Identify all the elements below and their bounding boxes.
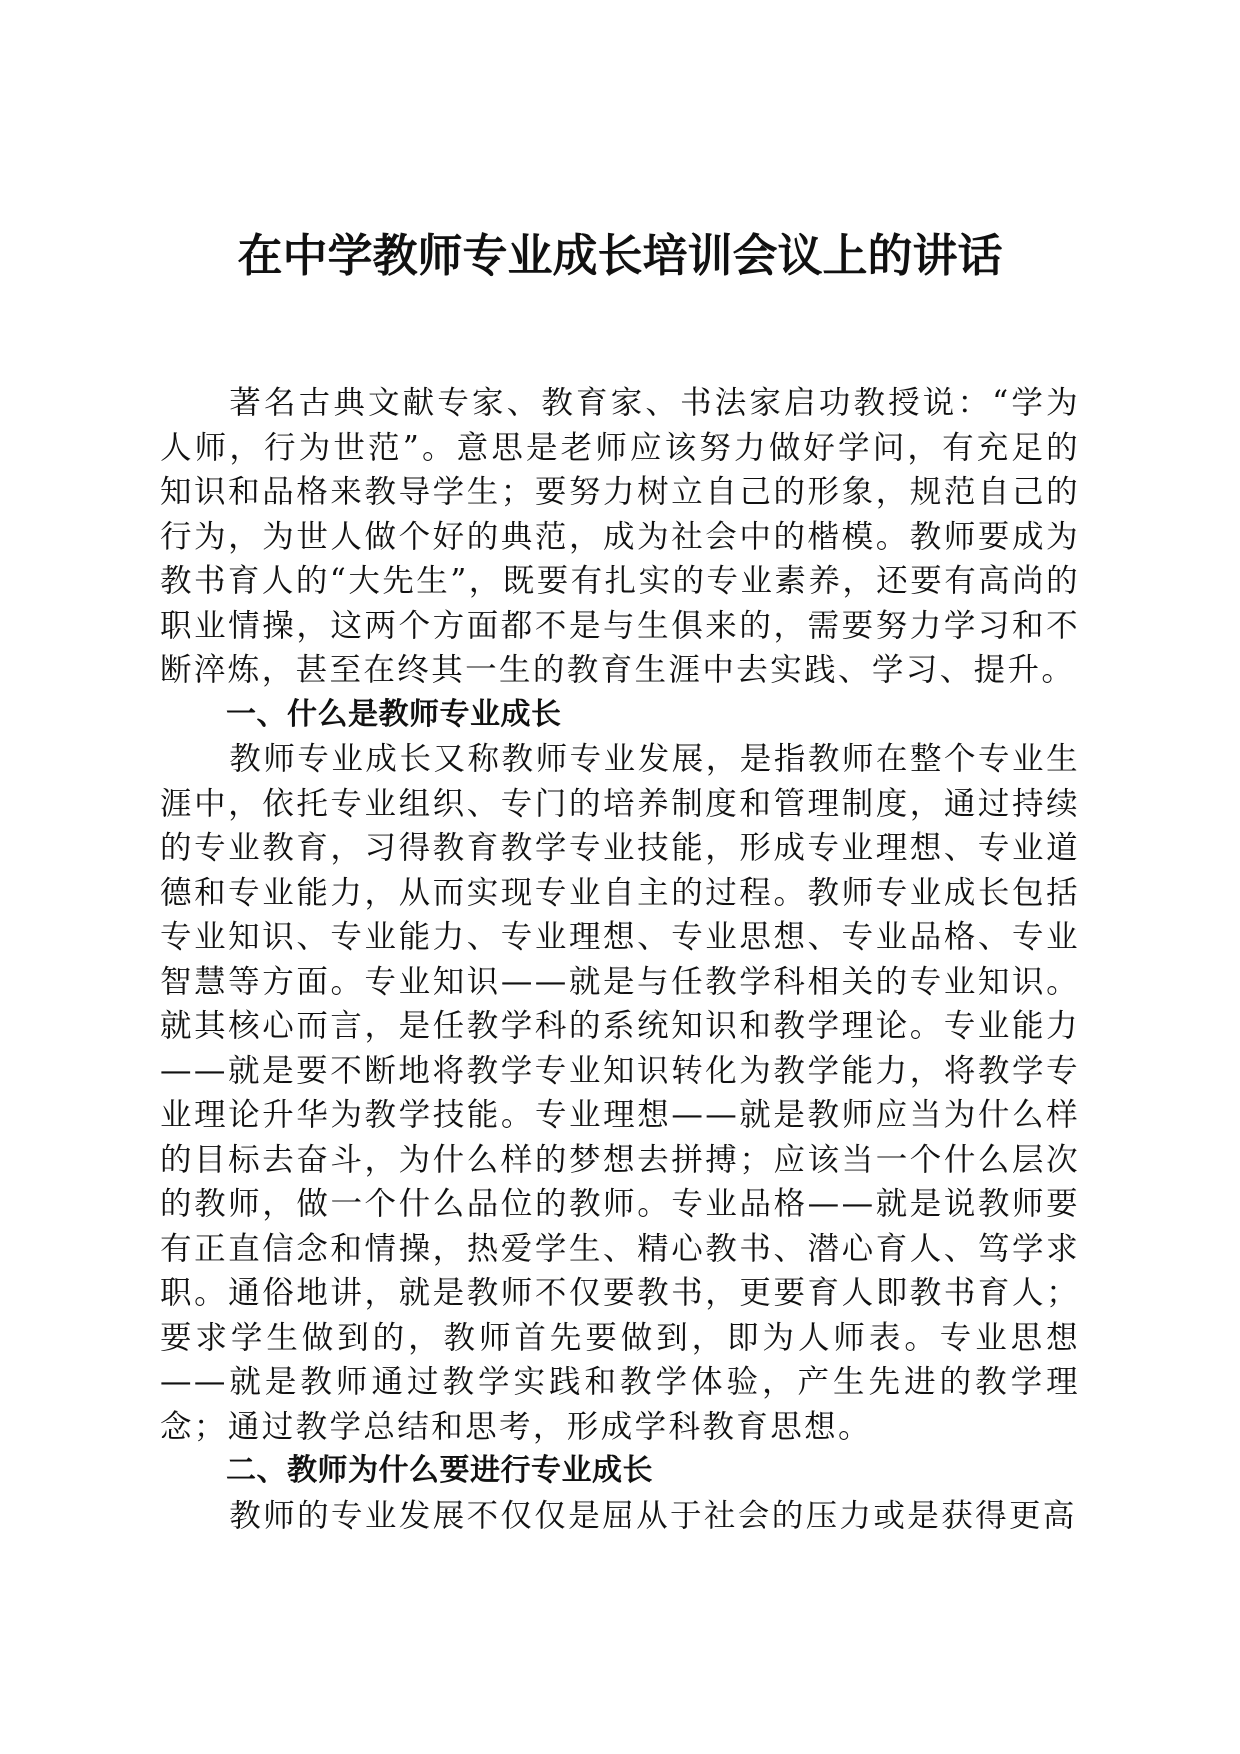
section-paragraph-2: 教师的专业发展不仅仅是屈从于社会的压力或是获得更高 — [229, 1497, 1077, 1534]
document-body — [160, 381, 1080, 1538]
section-heading-1: 一、什么是教师专业成长 — [226, 696, 562, 732]
intro-paragraph: 著名古典文献专家、教育家、书法家启功教授说：“学为人师，行为世范”。意思是老师应该努力做好学问，有充足的知识和品格来教导学生；要努力树立自己的形象，规范自己的行为，为世人做个好的典范，成为社会中的楷模。教师要成为教书育人的“大先生”，既要有扎实的专业素养，还要有高尚的职业情操，这两个方面都不是与生俱来的，需要努力学习和不断淬炼，甚至在终其一生的教育生涯中去实践、学习、提升。 — [160, 385, 1080, 688]
section-paragraph-1: 教师专业成长又称教师专业发展，是指教师在整个专业生涯中，依托专业组织、专门的培养制度和管理制度，通过持续的专业教育，习得教育教学专业技能，形成专业理想、专业道德和专业能力，从而实现专业自主的过程。教师专业成长包括专业知识、专业能力、专业理想、专业思想、专业品格、专业智慧等方面。专业知识——就是与任教学科相关的专业知识。就其核心而言，是任教学科的系统知识和教学理论。专业能力——就是要不断地将教学专业知识转化为教学能力，将教学专业理论升华为教学技能。专业理想——就是教师应当为什么样的目标去奋斗，为什么样的梦想去拼搏；应该当一个什么层次的教师，做一个什么品位的教师。专业品格——就是说教师要有正直信念和情操，热爱学生、精心教书、潜心育人、笃学求职。通俗地讲，就是教师不仅要教书，更要育人即教书育人；要求学生做到的，教师首先要做到，即为人师表。专业思想——就是教师通过教学实践和教学体验，产生先进的教学理念；通过教学总结和思考，形成学科教育思想。 — [160, 741, 1080, 1445]
section-heading-2: 二、教师为什么要进行专业成长 — [226, 1453, 653, 1488]
document-title: 在中学教师专业成长培训会议上的讲话 — [237, 229, 1003, 282]
